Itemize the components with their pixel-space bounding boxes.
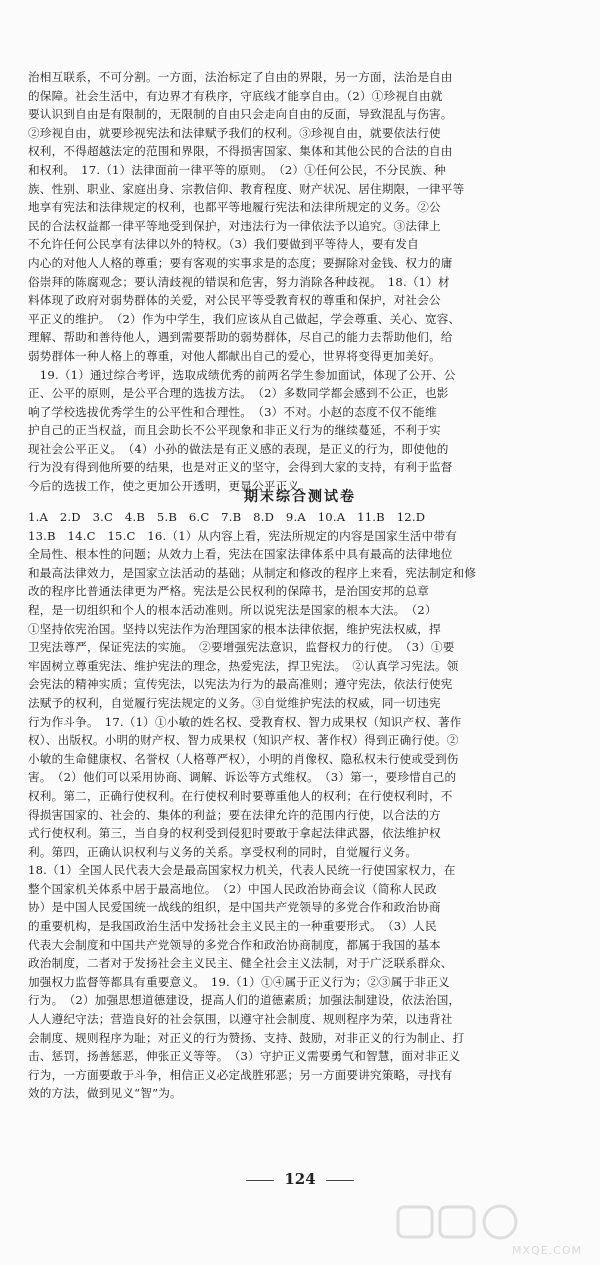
top-text-line: 民的合法权益都一律平等地受到保护，对违法行为一律依法予以追究。③法律上 xyxy=(28,218,441,233)
top-text-line: 平正义的维护。 （2）作为中学生，我们应该从自己做起，学会尊重、关心、宽容、 xyxy=(28,311,461,326)
answer-text-bottom xyxy=(28,508,578,1103)
bottom-text-line: 害。 （2）他们可以采用协商、调解、诉讼等方式维权。 （3）第一，要珍惜自己的 xyxy=(28,770,457,785)
bottom-text-line: 的重要机构，是我国政治生活中发扬社会主义民主的一种重要形式。 （3）人民 xyxy=(28,919,437,934)
top-text-line: 内心的对他人人格的尊重；要有客观的实事求是的态度；要摒除对金钱、权力的庸 xyxy=(28,255,453,270)
top-text-line: 不允许任何公民享有法律以外的特权。（3）我们要做到平等待人，要有发自 xyxy=(28,237,419,252)
bottom-text-line: 行为，一方面要敢于斗争，相信正义必定战胜邪恶；另一方面要讲究策略，寻找有 xyxy=(28,1067,453,1082)
bottom-text-line: 全局性、根本性的问题；从效力上看，宪法在国家法律体系中具有最高的法律地位 xyxy=(28,547,453,562)
bottom-text-line: 权利。第二，正确行使权利。在行使权利时要尊重他人的权利；在行使权利时，不 xyxy=(28,788,453,803)
bottom-text-line: 程，是一切组织和个人的根本活动准则。所以说宪法是国家的根本大法。 （2） xyxy=(28,602,437,617)
bottom-text-line: ①坚持依宪治国。坚持以宪法作为治理国家的根本法律依据，维护宪法权威，捍 xyxy=(28,621,441,636)
bottom-text-line: 会宪法的精神实质；宣传宪法，以宪法为行为的最高准则；遵守宪法，依法行使宪 xyxy=(28,677,453,692)
top-text-line: 今后的选拔工作，使之更加公开透明，更显公平正义。 xyxy=(28,479,312,494)
top-text-line: 现社会公平正义。 （4）小孙的做法是有正义感的表现，是正义的行为，即使他的 xyxy=(28,441,449,456)
bottom-text-line: 13.B 14.C 15.C 16.（1）从内容上看，宪法所规定的内容是国家生活中带有 xyxy=(28,528,458,543)
bottom-text-line: 会制度、规则程序为耻；对正义的行为赞扬、支持、鼓励，对非正义的行为制止、打 xyxy=(28,1030,465,1045)
bottom-text-line: 式行使权利。第三，当自身的权利受到侵犯时要敢于拿起法律武器，依法维护权 xyxy=(28,826,441,841)
bottom-text-line: 和最高法律效力，是国家立法活动的基础；从制定和修改的程序上来看，宪法制定和修 xyxy=(28,565,477,580)
bottom-text-line: 击、惩罚，扬善惩恶，伸张正义等等。 （3）守护正义需要勇气和智慧，面对非正义 xyxy=(28,1049,461,1064)
bottom-text-line: 18.（1）全国人民代表大会是最高国家权力机关，代表人民统一行使国家权力，在 xyxy=(28,863,456,878)
top-text-line: ②珍视自由，就要珍视宪法和法律赋予我们的权利。③珍视自由，就要依法行使 xyxy=(28,125,441,140)
top-text-line: 和权利。 17.（1）法律面前一律平等的原则。 （2）①任何公民，不分民族、种 xyxy=(28,162,446,177)
page-number-value: 124 xyxy=(284,1170,316,1188)
top-text-line: 要认识到自由是有限制的，无限制的自由只会走向自由的反面，导致混乱与伤害。 xyxy=(28,107,453,122)
top-text-line: 19.（1）通过综合考评，选取成绩优秀的前两名学生参加面试，体现了公开、公 xyxy=(28,367,456,382)
bottom-text-line: 行为。 （2）加强思想道德建设，提高人们的道德素质；加强法制建设，依法治国， xyxy=(28,993,461,1008)
top-text-line: 理解、帮助和善待他人，遇到需要帮助的弱势群体，尽自己的能力去帮助他们，给 xyxy=(28,330,453,345)
section-title: 期末综合测试卷 xyxy=(244,489,356,505)
bottom-text-line: 得损害国家的、社会的、集体的利益；要在法律允许的范围内行使，以合法的方 xyxy=(28,807,441,822)
bottom-text-line: 加强权力监督等都具有重要意义。 19.（1）①④属于正义行为；②③属于非正义 xyxy=(28,974,450,989)
top-text-line: 的保障。社会生活中，有边界才有秩序，守底线才能享自由。（2）①珍视自由就 xyxy=(28,88,443,103)
bottom-text-line: 政治制度，二者对于发扬社会主义民主、健全社会主义法制，对于广泛联系群众、 xyxy=(28,956,453,971)
bottom-text-line: 权）、出版权。小明的财产权、智力成果权（知识产权、著作权）得到正确行使。② xyxy=(28,733,459,748)
top-text-line: 响了学校选拔优秀学生的公平性和合理性。 （3）不对。小赵的态度不仅不能维 xyxy=(28,404,437,419)
bottom-text-line: 协）是中国人民爱国统一战线的组织，是中国共产党领导的多党合作和政治协商 xyxy=(28,900,441,915)
bottom-text-line: 改的程序比普通法律更为严格。宪法是公民权利的保障书，是治国安邦的总章 xyxy=(28,584,429,599)
bottom-text-line: 1.A 2.D 3.C 4.B 5.B 6.C 7.B 8.D 9.A 10.A 11.B 12.D xyxy=(28,510,426,524)
top-text-line: 护自己的正当权益，而且会助长不公平现象和非正义行为的继续蔓延，不利于实 xyxy=(28,423,441,438)
top-text-line: 俗崇拜的陈腐观念；要认清歧视的错误和危害，努力消除各种歧视。 18.（1）材 xyxy=(28,274,450,289)
bottom-text-line: 小敏的生命健康权、名誉权（人格尊严权），小明的肖像权、隐私权未行使或受到伤 xyxy=(28,751,459,766)
top-text-line: 料体现了政府对弱势群体的关爱，对公民平等受教育权的尊重和保护，对社会公 xyxy=(28,293,441,308)
top-text-line: 权利，不得超越法定的范围和界限，不得损害国家、集体和其他公民的合法的自由 xyxy=(28,144,453,159)
watermark-text: MXQE.COM xyxy=(512,1244,582,1257)
page-number-left-rule xyxy=(246,1180,274,1181)
top-text-line: 行为没有得到他所要的结果，也是对正义的坚守，会得到大家的支持，有利于监督 xyxy=(28,460,453,475)
bottom-text-line: 行为作斗争。 17.（1）①小敏的姓名权、受教育权、智力成果权（知识产权、著作 xyxy=(28,714,462,729)
top-text-line: 正、公平的原则，是公平合理的选拔方法。 （2）多数同学都会感到不公正，也影 xyxy=(28,386,449,401)
top-text-line: 族、性别、职业、家庭出身、宗教信仰、教育程度、财产状况、居住期限，一律平等 xyxy=(28,181,465,196)
bottom-text-line: 效的方法，做到见义“智”为。 xyxy=(28,1086,182,1101)
top-text-line: 弱势群体一种人格上的尊重，对他人都献出自己的爱心，世界将变得更加美好。 xyxy=(28,348,441,363)
bottom-text-line: 人人遵纪守法；营造良好的社会氛围，以遵守社会制度、规则程序为荣，以违背社 xyxy=(28,1012,453,1027)
bottom-text-line: 牢固树立尊重宪法、维护宪法的理念，热爱宪法，捍卫宪法。 ②认真学习宪法。领 xyxy=(28,658,459,673)
page-number xyxy=(0,1170,600,1188)
bottom-text-line: 卫宪法尊严，保证宪法的实施。 ②要增强宪法意识，监督权力的行使。 （3）①要 xyxy=(28,640,455,655)
top-text-line: 治相互联系，不可分割。一方面，法治标定了自由的界限，另一方面，法治是自由 xyxy=(28,70,453,84)
top-text-line: 地享有宪法和法律规定的权利，也都平等地履行宪法和法律所规定的义务。②公 xyxy=(28,200,441,215)
bottom-text-line: 利。第四，正确认识权利与义务的关系。享受权利的同时，自觉履行义务。 xyxy=(28,844,418,859)
bottom-text-line: 整个国家机关体系中居于最高地位。 （2）中国人民政治协商会议（简称人民政 xyxy=(28,881,437,896)
bottom-text-line: 法赋予的权利，自觉履行宪法规定的义务。③自觉维护宪法的权威，同一切违宪 xyxy=(28,695,441,710)
page-number-right-rule xyxy=(326,1180,354,1181)
bottom-text-line: 代表大会制度和中国共产党领导的多党合作和政治协商制度，都属于我国的基本 xyxy=(28,937,441,952)
answer-text-top xyxy=(28,68,578,496)
